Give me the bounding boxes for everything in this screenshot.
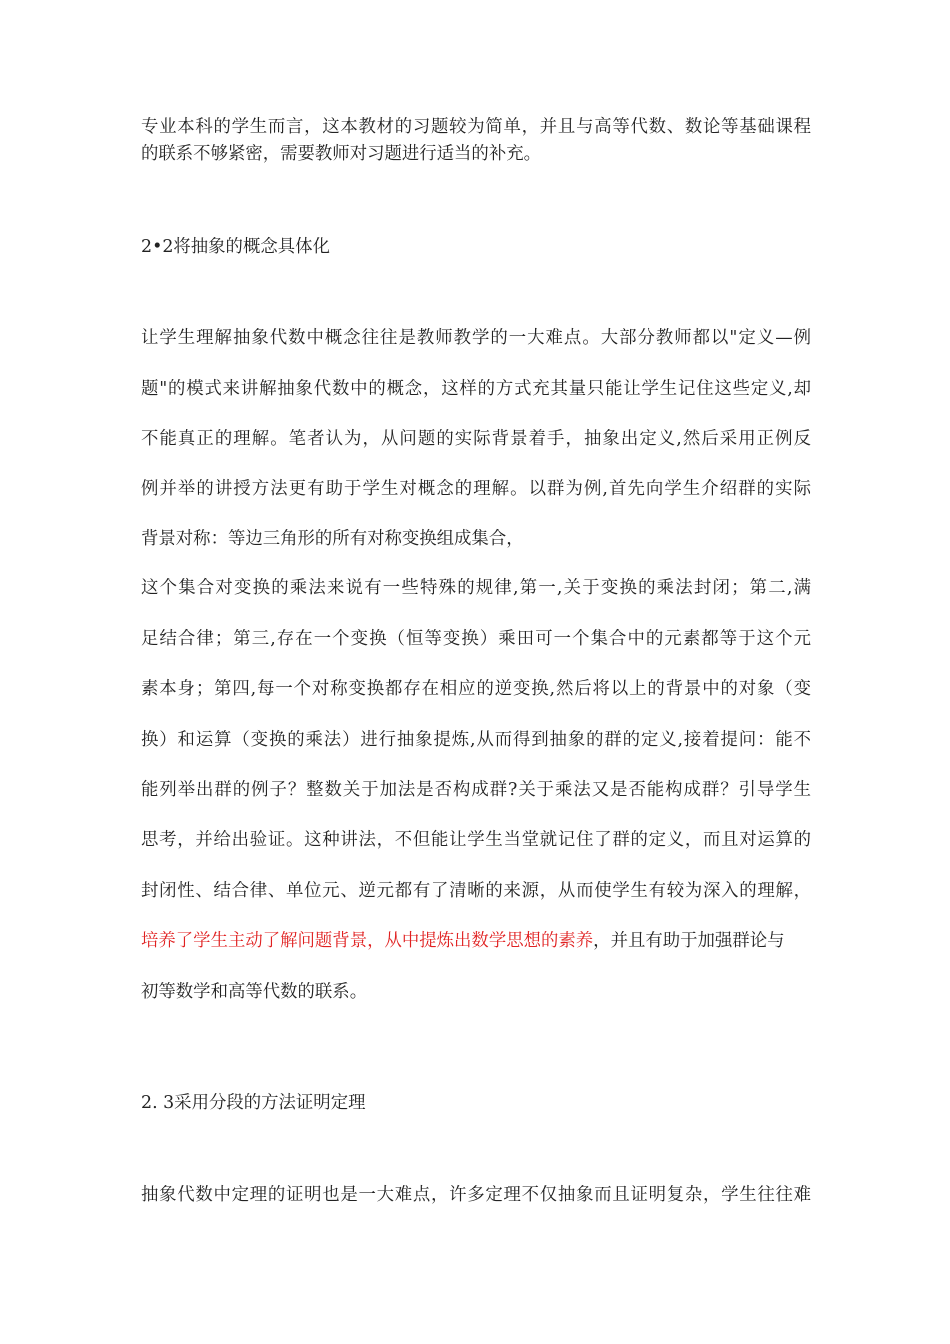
intro-line-2: 的联系不够紧密，需要教师对习题进行适当的补充。 bbox=[141, 144, 541, 164]
paragraph-line: 足结合律；第三,存在一个变换（恒等变换）乘田可一个集合中的元素都等于这个元 bbox=[141, 629, 811, 649]
paragraph-line: 例并举的讲授方法更有助于学生对概念的理解。以群为例,首先向学生介绍群的实际 bbox=[141, 479, 811, 499]
paragraph-line: 这个集合对变换的乘法来说有一些特殊的规律,第一,关于变换的乘法封闭；第二,满 bbox=[141, 578, 811, 598]
paragraph-line: 封闭性、结合律、单位元、逆元都有了清晰的来源，从而使学生有较为深入的理解， bbox=[141, 881, 811, 901]
paragraph-line: 背景对称：等边三角形的所有对称变换组成集合， bbox=[141, 529, 524, 549]
section-heading-2-3: 2. 3采用分段的方法证明定理 bbox=[141, 1093, 366, 1113]
paragraph-line: 能列举出群的例子？整数关于加法是否构成群?关于乘法又是否能构成群？引导学生 bbox=[141, 780, 811, 800]
intro-line-1: 专业本科的学生而言，这本教材的习题较为简单，并且与高等代数、数论等基础课程 bbox=[141, 117, 811, 137]
section-heading-2-2: 2•2将抽象的概念具体化 bbox=[141, 237, 330, 257]
paragraph-line: 素本身；第四,每一个对称变换都存在相应的逆变换,然后将以上的背景中的对象（变 bbox=[141, 679, 811, 699]
paragraph-line: 不能真正的理解。笔者认为，从问题的实际背景着手，抽象出定义,然后采用正例反 bbox=[141, 429, 811, 449]
paragraph-line: 思考，并给出验证。这种讲法，不但能让学生当堂就记住了群的定义，而且对运算的 bbox=[141, 830, 811, 850]
paragraph-line-highlighted bbox=[141, 930, 811, 952]
paragraph-line: 题"的模式来讲解抽象代数中的概念，这样的方式充其量只能让学生记住这些定义,却 bbox=[141, 379, 811, 399]
highlighted-text: 培养了学生主动了解问题背景，从中提炼出数学思想的素养 bbox=[141, 931, 594, 951]
paragraph-line: 抽象代数中定理的证明也是一大难点，许多定理不仅抽象而且证明复杂，学生往往难 bbox=[141, 1185, 811, 1205]
paragraph-line: 让学生理解抽象代数中概念往往是教师教学的一大难点。大部分教师都以"定义—例 bbox=[141, 328, 811, 348]
paragraph-text: ，并且有助于加强群论与 bbox=[593, 931, 785, 951]
paragraph-line: 初等数学和高等代数的联系。 bbox=[141, 982, 368, 1002]
paragraph-line: 换）和运算（变换的乘法）进行抽象提炼,从而得到抽象的群的定义,接着提问：能不 bbox=[141, 730, 811, 750]
